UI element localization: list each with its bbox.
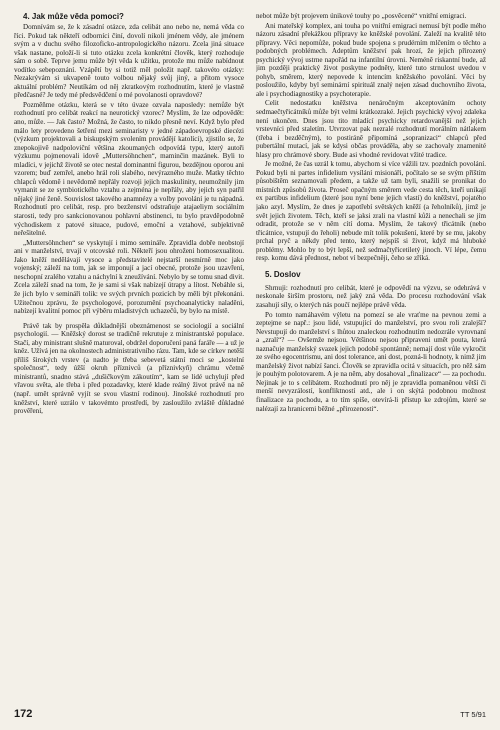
section-heading-5: 5. Doslov [265, 269, 301, 279]
paragraph: Shrnuji: rozhodnutí pro celibát, které je odpovědí na výzvu, se odehrává v neskonale širším prostoru, než jaký zná věda. Do procesu rozhodování však zasahují síly, o kterých nás poučí nejlépe právě věda. [256, 283, 486, 309]
right-column [256, 12, 486, 702]
page-number: 172 [14, 708, 33, 720]
paragraph: Ani mateřský komplex, ani touha po vnitřní emigraci nemusí být podle mého názoru zásadní překážkou přípravy ke kněžské povolání. Zaleží na kvalitě této přípravy. Věci nepomůže, pokud bude spojena s prudérním mlčením o těchto a podobných problémech. Adeptům kněžství pak hrozí, že jejich přirozený psychický vývoj ustrne napořád na infantilní úrovni. Neméně riskantní bude, až jim později praktický život poskytne podněty, které tuto strnulost uvedou v pohyb, směrem, který nepovede k intencím kněžského povolání. Věci by posloužilo, kdyby byl seminární spirituál znalý nejen zásad duchovního života, ale i psychodiagnostiky a psychoterapie. [256, 21, 486, 98]
section-heading-4: 4. Jak může věda pomoci? [23, 12, 124, 21]
page-footer [14, 708, 486, 722]
paragraph: Celit nedostatku kněžstva nenáročným akceptováním ochoty sedmaečtyřicátníků může být velmi krátkozraké. Jejich psychický vývoj zdaleka není ukončen. Dnes jsou tito mladící psychicky retardovanější než jejich vrstevníci před staletím. Utvrzovat pak nezralé rozhodnutí morálním nátlakem (třeba i bezděčným), to postiráně připomíná „sopranizaci“ chlapců před pubertální mutací, jak se kdysi občas prováděla, aby se zachovaly znamenité hlasy pro chrámové sbory. Bude asi vhodné revidovat vžité tradice. [256, 99, 486, 159]
left-column [14, 12, 244, 702]
paragraph: Je možné, že čas uzrál k tomu, abychom si více vážili tzv. pozdních povolání. Pokud byli ni partes infidelium vysílání misionáři, počítalo se se svým příštím působištěm seznamovali předem, a takže už tam byli, snažili se pronikat do místních způsobů života. Proseč opačným směrem vede cesta těch, kteří unikají ex partibus infidelium (které jsou nyní bene jejich vlastí) do kněžství, pojatého jako azyl. Myslím, že dnes je zapotřebí světských kněží (a řeholníků), jimž je svět jejich životem. Těch, kteří se jaksi zrali na vlastní kůži a nenechali se jím odradit, protože se v něm cítí doma. Myslím, že takový třicátník (nebo třicátnice, vstupují do řeholi) nebude mít tolik pokušení, které by se mu, jakoby prchal pryč a někdy před tento, který nejspíš si život, když má hluboké problémy. Mohlo by to být lepší, než sedmačtyřicetiletý jinoch. Ví lépe, čemu resp. komu dává přednost, nebot ví bezpečněji, čeho se zříká. [256, 160, 486, 263]
paragraph: nebot může být projevem únikové touhy po „posvěcené“ vnitřní emigraci. [256, 12, 467, 20]
paragraph: Po tomto namáhavém výletu na pomezí se ale vraťme na pevnou zemi a zeptejme se např.: jsou lidé, vstupující do manželství, pro svou roli zralejší? Nevstupují do manželství s lhůtou znaleckou rozhodnutím nedozrále vyrovnaní a „zralí“? — Ovšemže nejsou. Většinou nejsou připraveni umět pouta, která naznačuje manželský svazek jejich podobě spontánně; nemají dost vůle vykročit ze svého egocentrismu, ani dost tolerance, ani dost, pozná-li hodnoty, k nimž jim manželský život nabízí šanci. Člověk se zpravidla ocitá v situacích, pro něž sám je pouhým polotovarem. A je na něm, aby dosahoval „finalizace“ — za pochodu. Nejinak je to s celibátem. Rozhodnutí pro něj je zpravidla pomaněnou větší či menší nevyzrálostí, konfliktností atd., ale i on skýtá podobnou možnost finalizace za pochodu, a to tím spíše, otevírá-li přístup ke zdrojům, které se nalézají za hranicemi běžné „přirozenosti“. [256, 310, 486, 413]
article-page [14, 12, 486, 702]
paragraph: Pozměňme otázku, která se v této úvaze ozvala naposledy: nemůže být rozhodnutí pro celibát reakcí na neurotický vzorec? Myslím, že lze odpovědět: ano, může. — Jak často? Možná, že často, to nikdo přesně neví. Když bylo před málo lety provedeno šetření mezi seminaristy v jedné západoevropské diecézi (výzkum projektovali a biskupským svolením provádějí katolíci), zjistilo se, že znepokojivě nadpoloviční většina zkoumaných odpovídá typu, který autoři výzkumu pojmenovali idově „Muttersöhnchen“, maminčin mazánek. Byli to mladíci, v jejichž životě se otec nestal dominantní figurou, bezdějnou oporou ani vzorem; buď zemřel, anebo hrál roli slabého, nevýrazného muže. Matky těchto chlapců vědomě i nevědomě nepřály rozvoji jejich maskulinity, neumožnily jim vymanit se ze symbiotického vztahu a zejména je nepřály, aby jejich syn patřil nějaký jiné ženě. Souvislost takového anamnézy a volby povolání je tu nápadná. Rozhodnutí pro celibát, resp. pro bezženství odstraňuje atajaeliym sociálním starosti, tedy pro sankcionovanou pohlavní abstinenci, tu bylo pravděpodobně východiskem z patové situace, pudové, emoční a vztahové, subjektivně neřešitelné. [14, 100, 244, 238]
paragraph: „Muttersöhnchen“ se vyskytují i mimo semináře. Zpravidla dobře neobstojí ani v manželství, trvají v otcovské roli. Někteří jsou ohroženi homosexualitou. Jako kněží nedělávají vysoce a představitelé nejstarší nesmírně moc jako vojenský; záleží na tom, jak se imponují a jací obecné, protože jsou uzavření, neschopní zralého vztahu a náchylní k zneužívání. Nebylo by se tomu snad divit. Zcela záleží snad na tom, že je sami si však nabízejí útrapy a lítost. Nebáhle si, že jich bylo v semináři tolik: ve svých prvních pozicích by měli být překonáni. Užitečnou zprávu, že psychologové, porozumění psychoanalyticky naladěni, nabízejí kvalitní pomoc při výběru mladistvých uchazečů, by bylo na místě. [14, 238, 244, 316]
issue-label: TT 5/91 [460, 710, 486, 719]
paragraph: Právě tak by prospěla důkladnější obeznámenost se sociologií a sociální psychologií. — Kněžský dorost se tradičně rekrutuje z ministrantské populace. Stačí, aby ministrant slušně maturoval, obdržel doporučení paná faráře — a už je kněz. Užívá jen na okolnostech administrativního rázu. Tam, kde se církev netěší příliš širokých vrstev (a nadto je třeba sebevetá státní moci se „kostelní společnost“, tedy úžší okruh příznivců (a příznivkyň) chrámu včetně ministrantů, snadno stává „dušičkovým zákoutím“, kam se lidé uchylují před vřavou světa, ale třeba i před pozadavky, které klade reálný život právě na ně (např. umět správně vyjít se svou vlastní rodinou). Jinošské rozhodnutí pro kněžství, které uzrálo v takovémto prostředí, by zasloužilo zvláště důkladné prověření, [14, 321, 244, 416]
paragraph: Domnívám se, že k zásadní otázce, zda celibát ano nebo ne, nemá věda co říci. Pokud tak někteří odborníci činí, dovolí nikoli jménem vědy, ale jménem svým a v duchu svého filozoficko-antropologického názoru. Zcela jiná situace však nastane, položí-li si tuto otázku zcela konkrétní člověk, který rozhoduje sám o sobě. Teprve jemu může být věda k užitku, protože mu může nabídnout vodítko sebepoznání. Vzápětí by si totiž měl položit např. takovéto otázky: Nezakrývám si ukvapeně touto volbou nějaký svůj jiný, a přitom vysoce aktuální problém? Neutíkám od něj zkratkovým rozhodnutím, které je vlastně předčasné? Je tedy mé předsvědčení o mé povolanosti opravdové? [14, 23, 244, 100]
